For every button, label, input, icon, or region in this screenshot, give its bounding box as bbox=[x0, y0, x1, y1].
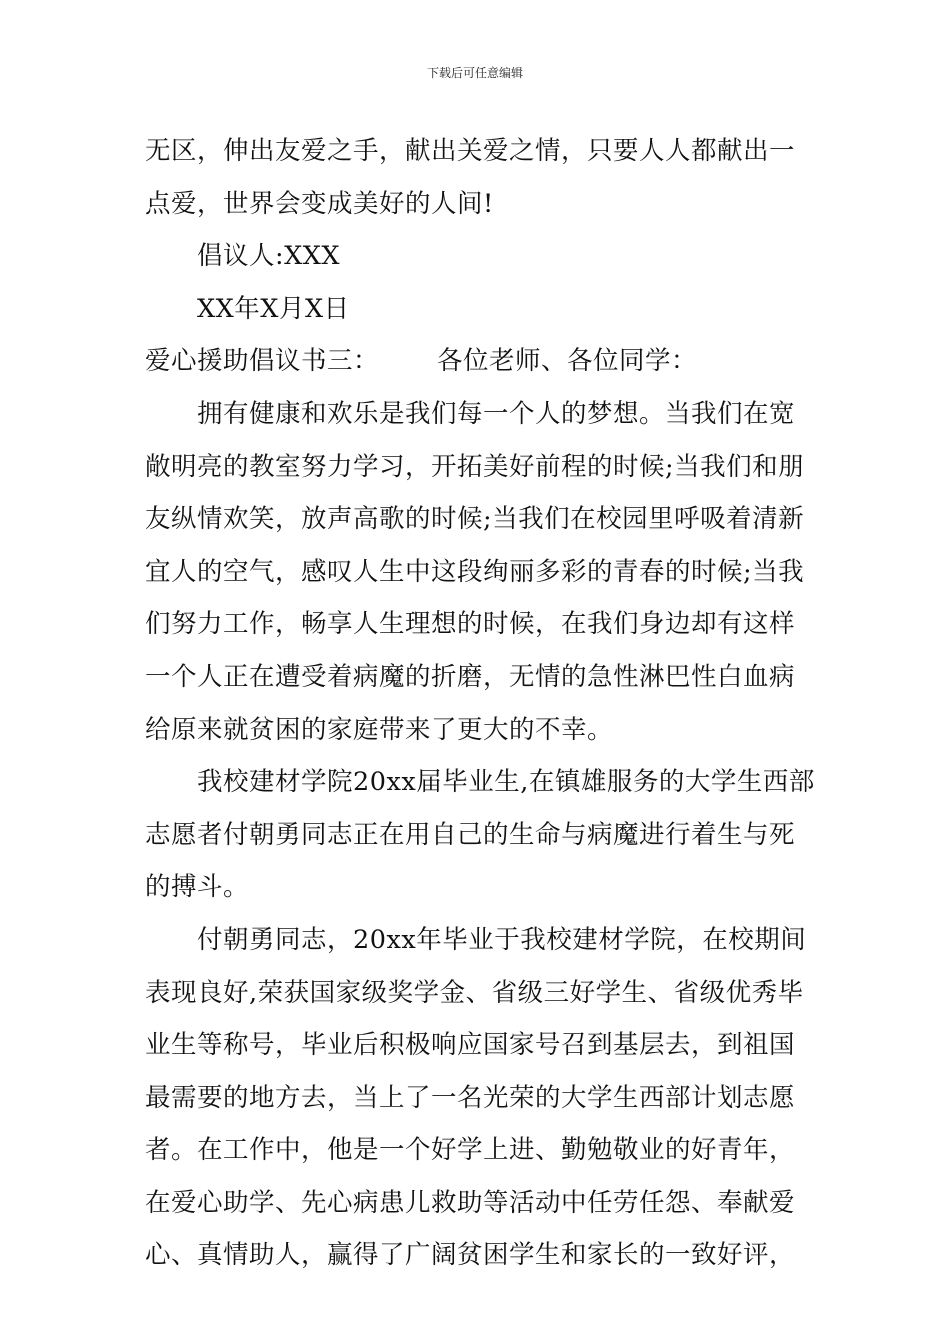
text-line: 表现良好,荣获国家级奖学金、省级三好学生、省级优秀毕 bbox=[145, 977, 804, 1008]
text-line: 给原来就贫困的家庭带来了更大的不幸。 bbox=[145, 714, 614, 745]
text-line: 拥有健康和欢乐是我们每一个人的梦想。当我们在宽 bbox=[197, 398, 796, 429]
section-heading: 爱心援助倡议书三： bbox=[145, 346, 380, 377]
text-line: 最需要的地方去，当上了一名光荣的大学生西部计划志愿 bbox=[145, 1082, 796, 1113]
salutation: 各位老师、各位同学： bbox=[437, 346, 698, 377]
text-line: 宜人的空气，感叹人生中这段绚丽多彩的青春的时候;当我 bbox=[145, 556, 805, 587]
text-line: 友纵情欢笑，放声高歌的时候;当我们在校园里呼吸着清新 bbox=[145, 504, 805, 535]
page-header: 下载后可任意编辑 bbox=[426, 66, 523, 80]
text-line: 我校建材学院20xx届毕业生,在镇雄服务的大学生西部 bbox=[197, 767, 815, 798]
text-line: 业生等称号，毕业后积极响应国家号召到基层去，到祖国 bbox=[145, 1030, 796, 1061]
date-line: XX年X月X日 bbox=[197, 293, 350, 324]
text-line: 们努力工作，畅享人生理想的时候，在我们身边却有这样 bbox=[145, 609, 796, 640]
text-line: 一个人正在遭受着病魔的折磨，无情的急性淋巴性白血病 bbox=[145, 661, 796, 692]
text-line: 付朝勇同志，20xx年毕业于我校建材学院，在校期间 bbox=[197, 924, 807, 955]
text-line: 点爱，世界会变成美好的人间! bbox=[145, 188, 494, 219]
section-heading-line bbox=[145, 335, 813, 388]
proposer-line: 倡议人:XXX bbox=[197, 241, 341, 272]
text-line: 无区，伸出友爱之手，献出关爱之情，只要人人都献出一 bbox=[145, 136, 796, 166]
text-line: 的搏斗。 bbox=[145, 872, 250, 903]
text-line: 在爱心助学、先心病患儿救助等活动中任劳任怨、奉献爱 bbox=[145, 1187, 796, 1218]
text-line: 敞明亮的教室努力学习，开拓美好前程的时候;当我们和朋 bbox=[145, 451, 805, 482]
text-line: 者。在工作中，他是一个好学上进、勤勉敬业的好青年， bbox=[145, 1135, 796, 1166]
document-body bbox=[145, 125, 813, 1282]
text-line: 志愿者付朝勇同志正在用自己的生命与病魔进行着生与死 bbox=[145, 819, 796, 850]
text-line: 心、真情助人，赢得了广阔贫困学生和家长的一致好评， bbox=[145, 1240, 796, 1271]
